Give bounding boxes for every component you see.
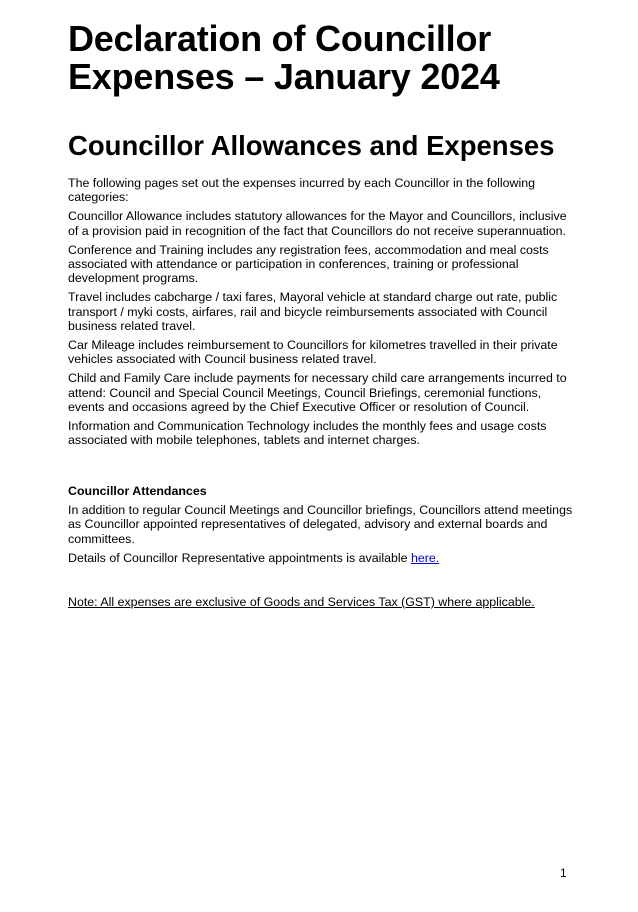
category-child-family-care: Child and Family Care include payments for necessary child care arrangements incurred to attend: Council and Special Council Meetings, Council Briefings, ceremonial functions, events and occasions agreed by the Chief Executive Officer or resolution of Council. [68, 371, 567, 414]
attendances-paragraph: In addition to regular Council Meetings and Councillor briefings, Councillors attend meetings as Councillor appointed representatives of delegated, advisory and external boards and committees. [68, 503, 573, 546]
section-title-allowances: Councillor Allowances and Expenses [68, 130, 555, 161]
category-travel: Travel includes cabcharge / taxi fares, Mayoral vehicle at standard charge out rate, public transport / myki costs, airfares, rail and bicycle reimbursements associated with Council business related travel. [68, 290, 558, 333]
attendances-heading: Councillor Attendances [68, 484, 207, 498]
appointments-here-link[interactable]: here. [411, 550, 440, 565]
page-number: 1 [560, 866, 567, 880]
appointments-details-text: Details of Councillor Representative appointments is available [68, 550, 411, 565]
category-councillor-allowance: Councillor Allowance includes statutory allowances for the Mayor and Councillors, inclusive of a provision paid in recognition of the fact that Councillors do not receive superannuation. [68, 209, 567, 238]
expense-categories-section [68, 176, 578, 452]
intro-paragraph: The following pages set out the expenses incurred by each Councillor in the following categories: [68, 176, 535, 205]
document-title: Declaration of Councillor Expenses – January 2024 [68, 18, 500, 97]
category-car-mileage: Car Mileage includes reimbursement to Councillors for kilometres travelled in their private vehicles associated with Council business related travel. [68, 338, 558, 367]
category-ict: Information and Communication Technology includes the monthly fees and usage costs associated with mobile telephones, tablets and internet charges. [68, 419, 547, 448]
appointments-details [68, 551, 578, 565]
gst-note: Note: All expenses are exclusive of Goods and Services Tax (GST) where applicable. [68, 595, 535, 609]
category-conference-training: Conference and Training includes any registration fees, accommodation and meal costs associated with attendance or participation in conferences, training or professional development programs. [68, 242, 549, 286]
attendances-section [68, 484, 578, 570]
